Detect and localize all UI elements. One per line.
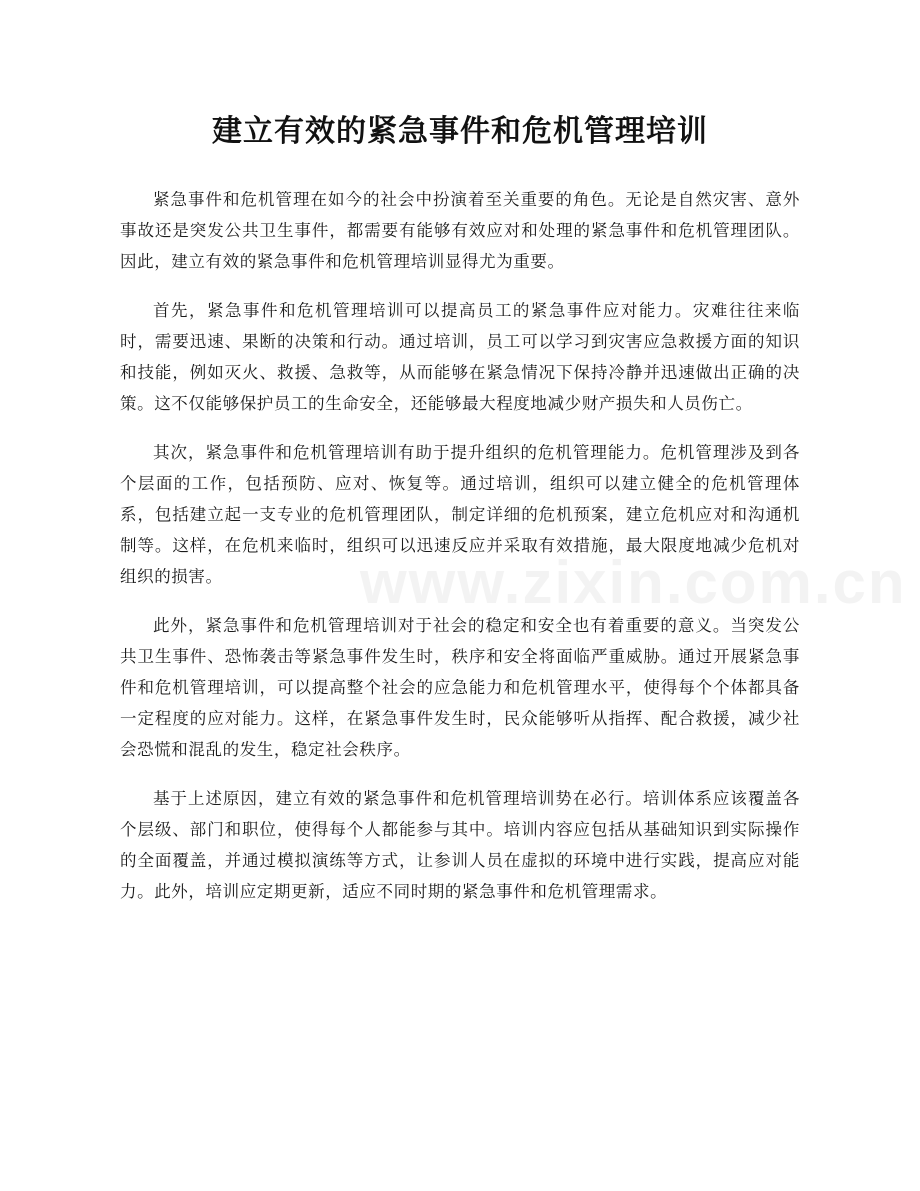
paragraph-1: 紧急事件和危机管理在如今的社会中扮演着至关重要的角色。无论是自然灾害、意外事故还是突发公共卫生事件，都需要有能够有效应对和处理的紧急事件和危机管理团队。因此，建立有效的紧急事件和危机管理培训显得尤为重要。 [120, 190, 800, 271]
watermark: www.zixin.com.cn [360, 549, 907, 616]
document-title: 建立有效的紧急事件和危机管理培训 [212, 114, 708, 149]
paragraph-2: 首先，紧急事件和危机管理培训可以提高员工的紧急事件应对能力。灾难往往来临时，需要迅速、果断的决策和行动。通过培训，员工可以学习到灾害应急救援方面的知识和技能，例如灭火、救援、急救等，从而能够在紧急情况下保持冷静并迅速做出正确的决策。这不仅能够保护员工的生命安全，还能够最大程度地减少财产损失和人员伤亡。 [120, 301, 800, 413]
paragraph-5: 基于上述原因，建立有效的紧急事件和危机管理培训势在必行。培训体系应该覆盖各个层级、部门和职位，使得每个人都能参与其中。培训内容应包括从基础知识到实际操作的全面覆盖，并通过模拟演练等方式，让参训人员在虚拟的环境中进行实践，提高应对能力。此外，培训应定期更新，适应不同时期的紧急事件和危机管理需求。 [120, 789, 800, 901]
document-body [120, 184, 800, 925]
paragraph-3: 其次，紧急事件和危机管理培训有助于提升组织的危机管理能力。危机管理涉及到各个层面的工作，包括预防、应对、恢复等。通过培训，组织可以建立健全的危机管理体系，包括建立起一支专业的危机管理团队，制定详细的危机预案，建立危机应对和沟通机制等。这样，在危机来临时，组织可以迅速反应并采取有效措施，最大限度地减少危机对组织的损害。 [120, 443, 800, 586]
paragraph-4: 此外，紧急事件和危机管理培训对于社会的稳定和安全也有着重要的意义。当突发公共卫生事件、恐怖袭击等紧急事件发生时，秩序和安全将面临严重威胁。通过开展紧急事件和危机管理培训，可以提高整个社会的应急能力和危机管理水平，使得每个个体都具备一定程度的应对能力。这样，在紧急事件发生时，民众能够听从指挥、配合救援，减少社会恐慌和混乱的发生，稳定社会秩序。 [120, 616, 800, 759]
